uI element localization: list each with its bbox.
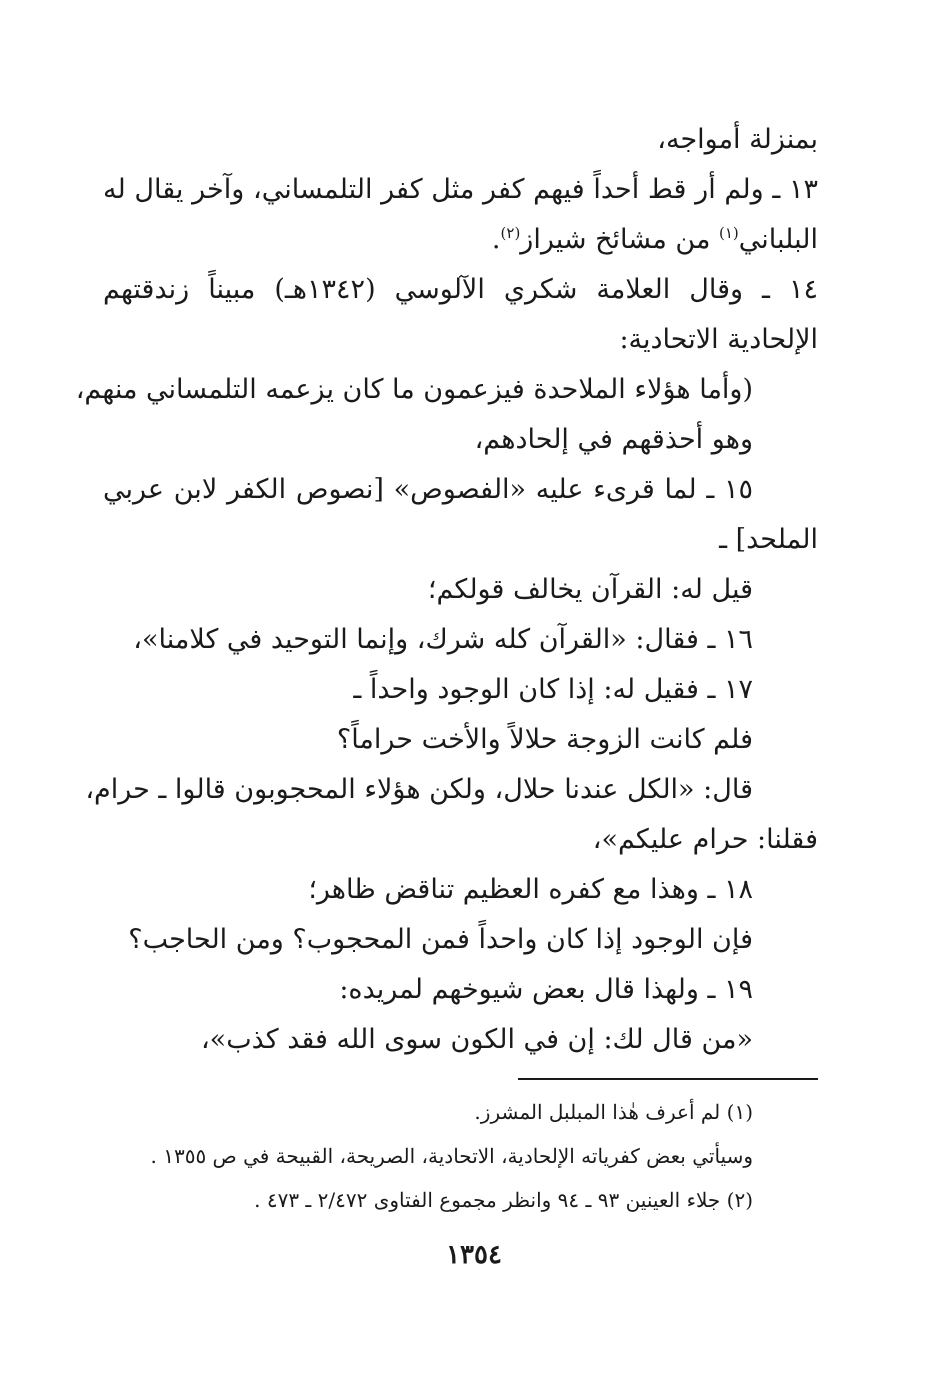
text-line-19: «من قال لك: إن في الكون سوى الله فقد كذب»، — [200, 1024, 753, 1055]
footnote-ref-2: (٢) — [500, 224, 521, 242]
text-line-17: فإن الوجود إذا كان واحداً فمن المحجوب؟ ومن الحاجب؟ — [128, 924, 753, 955]
footnote-separator — [518, 1078, 818, 1080]
text-line-11: ١٦ ـ فقال: «القرآن كله شرك، وإنما التوحيد في كلامنا»، — [133, 624, 753, 655]
text-line-3-b: من مشائخ شيراز — [520, 224, 711, 255]
text-line-12: ١٧ ـ فقيل له: إذا كان الوجود واحداً ـ — [353, 674, 753, 705]
text-line-1: بمنزلة أمواجه، — [657, 124, 818, 155]
text-line-5: الإلحادية الاتحادية: — [619, 324, 818, 355]
footnote-ref-1: (١) — [719, 224, 739, 242]
text-line-8: ١٥ ـ لما قرىء عليه «الفصوص» [نصوص الكفر لابن عربي — [103, 474, 753, 505]
footnote-1-continued: وسيأتي بعض كفرياته الإلحادية، الاتحادية، الصريحة، القبيحة في ص ١٣٥٥ . — [150, 1144, 753, 1168]
footnote-2: (٢) جلاء العينين ٩٣ ـ ٩٤ وانظر مجموع الفتاوى ٢/٤٧٢ ـ ٤٧٣ . — [254, 1188, 753, 1212]
text-line-3 — [492, 222, 818, 258]
text-line-15: فقلنا: حرام عليكم»، — [592, 824, 818, 855]
text-line-16: ١٨ ـ وهذا مع كفره العظيم تناقض ظاهر؛ — [308, 874, 753, 905]
text-line-7: وهو أحذقهم في إلحادهم، — [474, 424, 753, 455]
text-line-18: ١٩ ـ ولهذا قال بعض شيوخهم لمريده: — [339, 974, 753, 1005]
page-number: ١٣٥٤ — [446, 1240, 502, 1270]
text-line-9: الملحد] ـ — [719, 524, 818, 555]
text-line-14: قال: «الكل عندنا حلال، ولكن هؤلاء المحجوبون قالوا ـ حرام، — [85, 774, 753, 805]
text-line-13: فلم كانت الزوجة حلالاً والأخت حراماً؟ — [336, 724, 753, 755]
text-line-6: (وأما هؤلاء الملاحدة فيزعمون ما كان يزعمه التلمساني منهم، — [75, 374, 753, 405]
text-line-3-a: البلباني — [738, 224, 818, 255]
text-line-2: ١٣ ـ ولم أر قط أحداً فيهم كفر مثل كفر التلمساني، وآخر يقال له — [103, 174, 818, 205]
footnote-1: (١) لم أعرف هٰذا المبلبل المشرز. — [474, 1100, 753, 1124]
text-line-10: قيل له: القرآن يخالف قولكم؛ — [427, 574, 753, 605]
text-line-4: ١٤ ـ وقال العلامة شكري الآلوسي (١٣٤٢هـ) مبيناً زندقتهم — [103, 274, 818, 305]
text-line-3-end: . — [491, 224, 501, 255]
